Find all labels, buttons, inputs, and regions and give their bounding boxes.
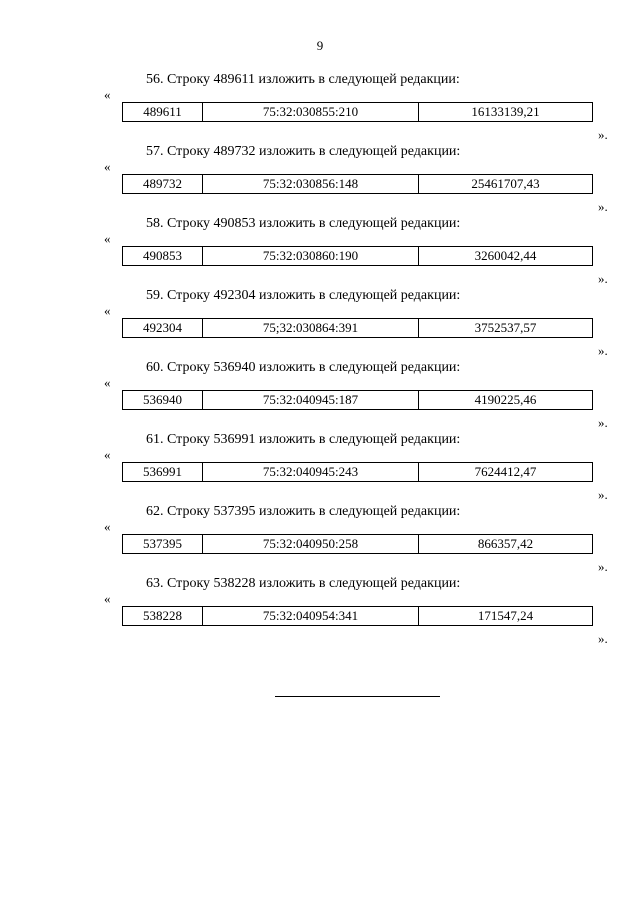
row-number-cell: 489611 — [123, 103, 203, 122]
value-cell: 16133139,21 — [419, 103, 593, 122]
opening-quote: « — [104, 591, 111, 606]
opening-quote: « — [104, 87, 111, 102]
amendment-section — [0, 144, 640, 216]
row-number-cell: 536991 — [123, 463, 203, 482]
amendment-section — [0, 288, 640, 360]
value-cell: 25461707,43 — [419, 175, 593, 194]
amendment-heading: 61. Строку 536991 изложить в следующей редакции: — [146, 432, 461, 447]
row-number-cell: 492304 — [123, 319, 203, 338]
amended-row-table — [122, 246, 593, 266]
opening-quote: « — [104, 231, 111, 246]
closing-quote: ». — [598, 343, 608, 358]
value-cell: 866357,42 — [419, 535, 593, 554]
amendment-heading: 58. Строку 490853 изложить в следующей редакции: — [146, 216, 461, 231]
footer-rule — [275, 696, 440, 697]
row-number-cell: 489732 — [123, 175, 203, 194]
amended-row-table — [122, 534, 593, 554]
opening-quote: « — [104, 375, 111, 390]
amended-row-table — [122, 606, 593, 626]
row-number-cell: 536940 — [123, 391, 203, 410]
value-cell: 3752537,57 — [419, 319, 593, 338]
cadastral-number-cell: 75:32:030860:190 — [203, 247, 419, 266]
table-row — [123, 103, 593, 122]
table-row — [123, 607, 593, 626]
table-row — [123, 319, 593, 338]
cadastral-number-cell: 75:32:040945:243 — [203, 463, 419, 482]
amendment-section — [0, 432, 640, 504]
cadastral-number-cell: 75:32:040954:341 — [203, 607, 419, 626]
row-number-cell: 538228 — [123, 607, 203, 626]
amendment-heading: 63. Строку 538228 изложить в следующей редакции: — [146, 576, 461, 591]
amendment-section — [0, 504, 640, 576]
cadastral-number-cell: 75:32:040945:187 — [203, 391, 419, 410]
table-row — [123, 463, 593, 482]
closing-quote: ». — [598, 631, 608, 646]
amendment-heading: 57. Строку 489732 изложить в следующей редакции: — [146, 144, 461, 159]
closing-quote: ». — [598, 199, 608, 214]
opening-quote: « — [104, 447, 111, 462]
amendment-heading: 59. Строку 492304 изложить в следующей редакции: — [146, 288, 461, 303]
row-number-cell: 490853 — [123, 247, 203, 266]
opening-quote: « — [104, 159, 111, 174]
closing-quote: ». — [598, 415, 608, 430]
page-number: 9 — [316, 38, 324, 53]
amended-row-table — [122, 462, 593, 482]
amended-row-table — [122, 318, 593, 338]
value-cell: 4190225,46 — [419, 391, 593, 410]
table-row — [123, 391, 593, 410]
amendment-section — [0, 360, 640, 432]
closing-quote: ». — [598, 487, 608, 502]
opening-quote: « — [104, 519, 111, 534]
value-cell: 171547,24 — [419, 607, 593, 626]
amended-row-table — [122, 174, 593, 194]
value-cell: 3260042,44 — [419, 247, 593, 266]
cadastral-number-cell: 75:32:040950:258 — [203, 535, 419, 554]
table-row — [123, 535, 593, 554]
closing-quote: ». — [598, 559, 608, 574]
amendment-section — [0, 576, 640, 648]
cadastral-number-cell: 75:32:030855:210 — [203, 103, 419, 122]
amendment-section — [0, 72, 640, 144]
amended-row-table — [122, 390, 593, 410]
row-number-cell: 537395 — [123, 535, 203, 554]
cadastral-number-cell: 75:32:030856:148 — [203, 175, 419, 194]
amendment-heading: 56. Строку 489611 изложить в следующей редакции: — [146, 72, 460, 87]
closing-quote: ». — [598, 271, 608, 286]
value-cell: 7624412,47 — [419, 463, 593, 482]
amended-row-table — [122, 102, 593, 122]
cadastral-number-cell: 75;32:030864:391 — [203, 319, 419, 338]
amendment-heading: 60. Строку 536940 изложить в следующей редакции: — [146, 360, 461, 375]
table-row — [123, 247, 593, 266]
closing-quote: ». — [598, 127, 608, 142]
amendment-heading: 62. Строку 537395 изложить в следующей редакции: — [146, 504, 461, 519]
table-row — [123, 175, 593, 194]
amendment-section — [0, 216, 640, 288]
opening-quote: « — [104, 303, 111, 318]
